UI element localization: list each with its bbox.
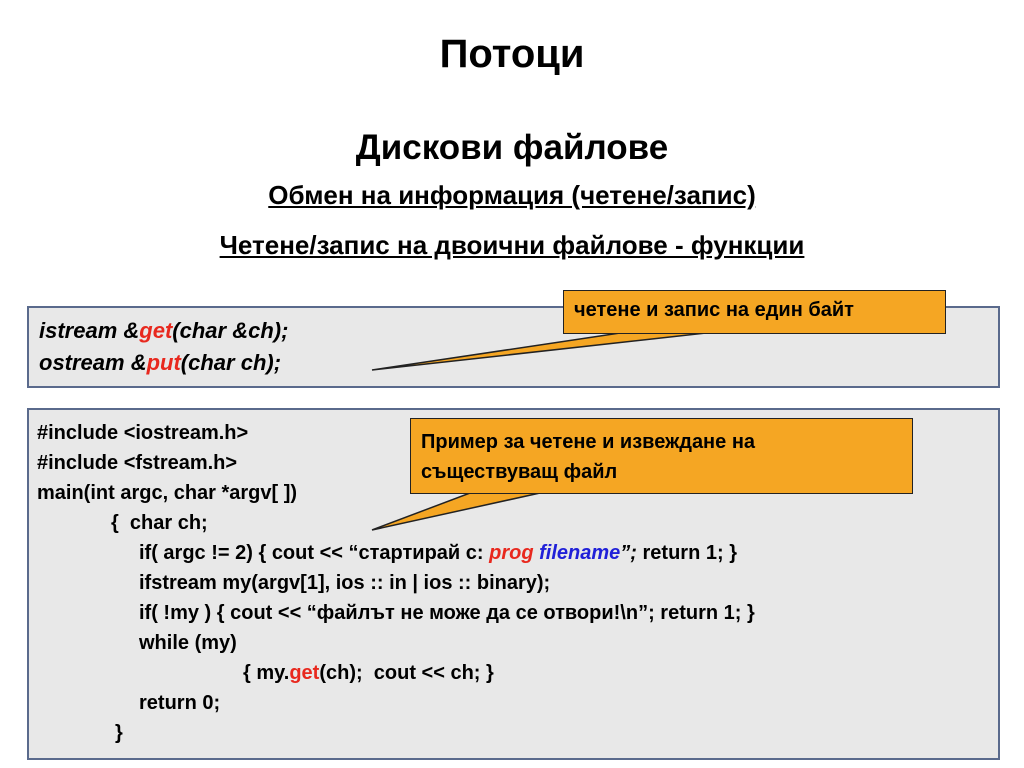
code-line: return 0; — [139, 692, 221, 714]
get-function-name: get — [139, 318, 173, 343]
code-line: if( !my ) { cout << “файлът не може да се отвори!\n”; return 1; } — [139, 602, 755, 624]
code-line: ifstream my(argv[1], ios :: in | ios :: binary); — [139, 572, 551, 594]
callout-byte-read-write: четене и запис на един байт — [563, 290, 946, 334]
code-text: { my. — [243, 662, 290, 684]
slide-title: Потоци — [439, 32, 585, 76]
code-line: #include <fstream.h> — [37, 452, 238, 474]
get-signature — [39, 318, 288, 344]
callout-example — [410, 418, 913, 494]
code-text: (ch); cout << ch; } — [319, 662, 494, 684]
get-signature-suffix: (char &ch); — [172, 318, 289, 343]
callout-example-line2: съществуващ файл — [421, 461, 618, 483]
code-keyword-get: get — [289, 662, 320, 684]
callout-example-line1: Пример за четене и извеждане на — [421, 431, 756, 453]
code-line: } — [115, 722, 123, 744]
section-heading-binary-functions: Четене/запис на двоични файлове - функции — [219, 230, 805, 260]
put-function-name: put — [146, 350, 181, 375]
put-signature — [39, 350, 281, 376]
code-line: { char ch; — [111, 512, 208, 534]
get-signature-prefix: istream & — [39, 318, 140, 343]
code-line — [139, 542, 737, 565]
put-signature-suffix: (char ch); — [180, 350, 282, 375]
put-signature-prefix: ostream & — [39, 350, 147, 375]
code-line — [243, 662, 494, 685]
code-text: ”; — [620, 542, 637, 564]
code-line: #include <iostream.h> — [37, 422, 249, 444]
slide-subtitle: Дискови файлове — [355, 128, 669, 167]
code-keyword-filename: filename — [539, 542, 621, 564]
code-text: if( argc != 2) { cout << “стартирай с: — [139, 542, 490, 564]
code-line: main(int argc, char *argv[ ]) — [37, 482, 298, 504]
section-heading-exchange: Обмен на информация (четене/запис) — [268, 180, 756, 210]
code-line: while (my) — [139, 632, 237, 654]
code-text: return 1; } — [636, 542, 737, 564]
code-keyword-prog: prog — [489, 542, 534, 564]
